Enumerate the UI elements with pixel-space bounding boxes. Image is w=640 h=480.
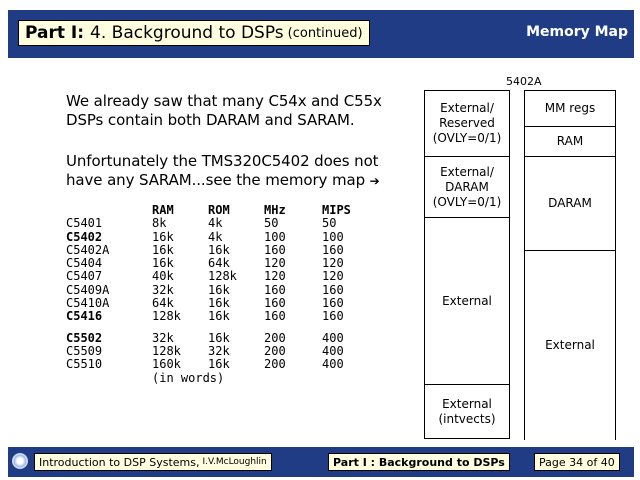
table-row bbox=[66, 297, 372, 310]
table-header-mhz: MHz bbox=[264, 203, 286, 217]
table-row bbox=[66, 270, 372, 283]
cell-mips: 160 bbox=[322, 282, 344, 297]
section-name: Memory Map bbox=[526, 24, 628, 40]
chip-label: 5402A bbox=[506, 75, 542, 88]
cell-mips: 50 bbox=[322, 216, 337, 231]
table-row bbox=[66, 244, 372, 257]
cell-mhz: 100 bbox=[264, 229, 286, 244]
memory-block-external-daram: External/ DARAM (OVLY=0/1) bbox=[424, 156, 510, 218]
cell-mhz: 160 bbox=[264, 296, 286, 311]
cell-mhz: 160 bbox=[264, 282, 286, 297]
cell-name: C5509 bbox=[66, 343, 103, 358]
table-note: (in words) bbox=[152, 370, 225, 385]
table-row bbox=[66, 332, 372, 345]
cell-ram: 128k bbox=[152, 343, 181, 358]
cell-mhz: 200 bbox=[264, 330, 286, 345]
cell-mips: 160 bbox=[322, 309, 344, 324]
cell-ram: 32k bbox=[152, 330, 174, 345]
title-main: 4. Background to DSPs bbox=[90, 23, 284, 43]
cell-rom: 128k bbox=[208, 269, 237, 284]
footer-part: Part I : Background to DSPs bbox=[328, 453, 510, 471]
cell-mhz: 50 bbox=[264, 216, 279, 231]
cell-ram: 16k bbox=[152, 242, 174, 257]
dsp-spec-table bbox=[66, 204, 372, 385]
cell-mips: 120 bbox=[322, 269, 344, 284]
cell-name: C5510 bbox=[66, 357, 103, 372]
memory-block-external-intvects: External (intvects) bbox=[424, 384, 510, 439]
cell-mhz: 160 bbox=[264, 309, 286, 324]
page-number: Page 34 of 40 bbox=[534, 453, 620, 471]
title-subtitle: (continued) bbox=[287, 25, 363, 41]
cell-ram: 8k bbox=[152, 216, 167, 231]
cell-name: C5404 bbox=[66, 256, 103, 271]
cell-rom: 4k bbox=[208, 229, 223, 244]
cell-ram: 160k bbox=[152, 357, 181, 372]
title-part: Part I: bbox=[25, 23, 85, 43]
arrow-right-icon: ➔ bbox=[369, 174, 380, 188]
cell-rom: 32k bbox=[208, 343, 230, 358]
cell-name: C5401 bbox=[66, 216, 103, 231]
cell-ram: 40k bbox=[152, 269, 174, 284]
cell-name: C5416 bbox=[66, 309, 103, 324]
table-header-row bbox=[66, 204, 372, 217]
table-row bbox=[66, 310, 372, 323]
cell-rom: 4k bbox=[208, 216, 223, 231]
cell-mips: 120 bbox=[322, 256, 344, 271]
slide-title bbox=[18, 20, 370, 46]
cell-ram: 16k bbox=[152, 256, 174, 271]
intro-paragraph-2-text: Unfortunately the TMS320C5402 does not have any SARAM...see the memory map bbox=[66, 152, 379, 189]
table-row bbox=[66, 217, 372, 230]
cell-mips: 160 bbox=[322, 296, 344, 311]
table-row bbox=[66, 257, 372, 270]
cell-mhz: 200 bbox=[264, 343, 286, 358]
table-header-mips: MIPS bbox=[322, 203, 351, 217]
cell-ram: 32k bbox=[152, 282, 174, 297]
cell-rom: 64k bbox=[208, 256, 230, 271]
footer-credits bbox=[34, 453, 272, 471]
cell-ram: 64k bbox=[152, 296, 174, 311]
cell-mhz: 160 bbox=[264, 242, 286, 257]
cell-name: C5502 bbox=[66, 330, 103, 345]
logo-icon bbox=[12, 453, 28, 469]
cell-rom: 16k bbox=[208, 296, 230, 311]
memory-block-external-reserved: External/ Reserved (OVLY=0/1) bbox=[424, 90, 510, 157]
intro-paragraph-2 bbox=[66, 152, 406, 191]
memory-block-ram: RAM bbox=[524, 126, 616, 157]
cell-mips: 100 bbox=[322, 229, 344, 244]
table-row bbox=[66, 284, 372, 297]
cell-mips: 400 bbox=[322, 343, 344, 358]
memory-block-mm-regs: MM regs bbox=[524, 90, 616, 127]
cell-name: C5407 bbox=[66, 269, 103, 284]
cell-mips: 160 bbox=[322, 242, 344, 257]
intro-paragraph-1: We already saw that many C54x and C55x DSPs contain both DARAM and SARAM. bbox=[66, 92, 382, 129]
cell-mips: 400 bbox=[322, 330, 344, 345]
cell-rom: 16k bbox=[208, 282, 230, 297]
table-header-rom: ROM bbox=[208, 203, 230, 217]
cell-mhz: 120 bbox=[264, 256, 286, 271]
table-note-row bbox=[66, 372, 372, 385]
memory-block-daram: DARAM bbox=[524, 156, 616, 251]
cell-rom: 16k bbox=[208, 330, 230, 345]
cell-rom: 16k bbox=[208, 357, 230, 372]
cell-ram: 16k bbox=[152, 229, 174, 244]
cell-name: C5410A bbox=[66, 296, 110, 311]
memory-block-external: External bbox=[424, 217, 510, 385]
table-header-ram: RAM bbox=[152, 203, 174, 217]
cell-name: C5409A bbox=[66, 282, 110, 297]
table-row bbox=[66, 231, 372, 244]
cell-rom: 16k bbox=[208, 309, 230, 324]
cell-ram: 128k bbox=[152, 309, 181, 324]
cell-mhz: 200 bbox=[264, 357, 286, 372]
cell-mhz: 120 bbox=[264, 269, 286, 284]
footer-credits-text: Introduction to DSP Systems, bbox=[39, 455, 200, 469]
table-row bbox=[66, 358, 372, 371]
cell-name: C5402 bbox=[66, 229, 103, 244]
table-header-name bbox=[66, 204, 152, 217]
footer-author: I.V.McLoughlin bbox=[202, 457, 267, 467]
cell-rom: 16k bbox=[208, 242, 230, 257]
cell-mips: 400 bbox=[322, 357, 344, 372]
table-row bbox=[66, 345, 372, 358]
cell-name: C5402A bbox=[66, 242, 110, 257]
memory-block-external-right: External bbox=[524, 250, 616, 440]
